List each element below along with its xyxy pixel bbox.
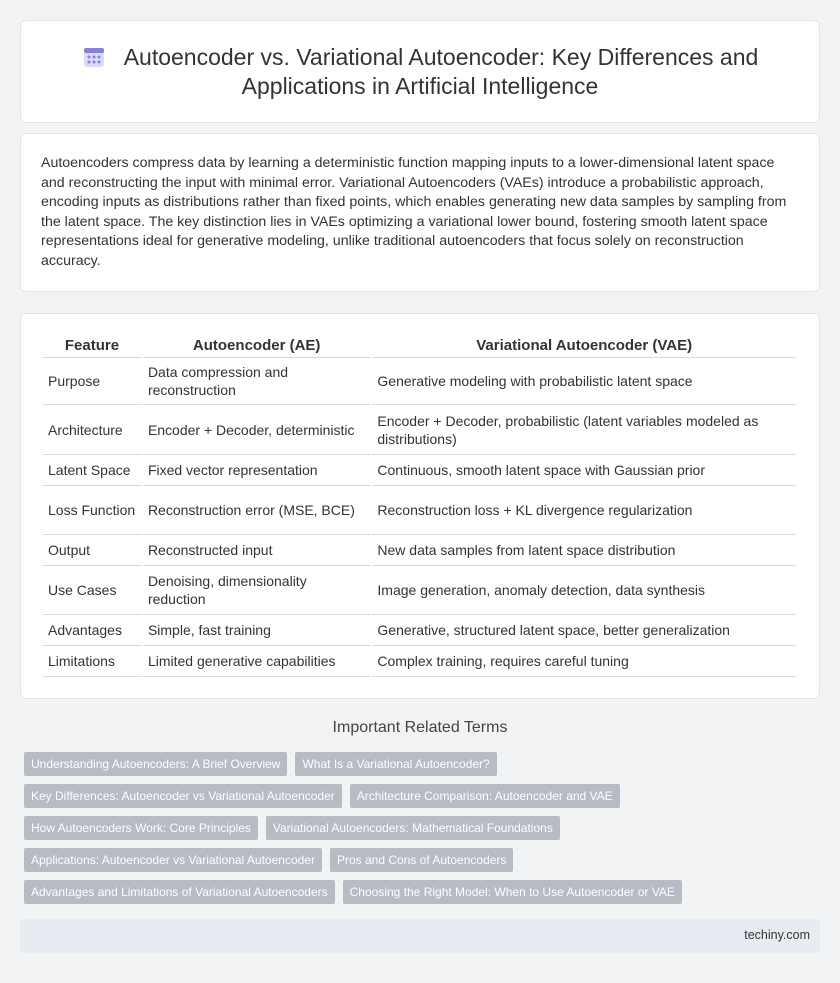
table-row bbox=[43, 486, 796, 535]
row-feature: Use Cases bbox=[43, 566, 141, 615]
row-vae-value: Complex training, requires careful tuning bbox=[372, 646, 796, 677]
header-card bbox=[20, 20, 820, 123]
row-vae-value: New data samples from latent space distribution bbox=[372, 535, 796, 566]
row-ae-value: Fixed vector representation bbox=[143, 455, 370, 486]
row-ae-value: Encoder + Decoder, deterministic bbox=[143, 405, 370, 455]
table-row bbox=[43, 405, 796, 455]
related-tag[interactable]: How Autoencoders Work: Core Principles bbox=[24, 816, 258, 840]
header-feature: Feature bbox=[43, 334, 141, 358]
related-tag[interactable]: Key Differences: Autoencoder vs Variational Autoencoder bbox=[24, 784, 342, 808]
related-tag[interactable]: Understanding Autoencoders: A Brief Overview bbox=[24, 752, 287, 776]
footer-site-link[interactable]: techiny.com bbox=[744, 928, 810, 942]
header-vae: Variational Autoencoder (VAE) bbox=[372, 334, 796, 358]
related-tag[interactable]: Applications: Autoencoder vs Variational Autoencoder bbox=[24, 848, 322, 872]
row-feature: Limitations bbox=[43, 646, 141, 677]
calendar-grid-icon bbox=[82, 45, 106, 69]
row-feature: Loss Function bbox=[43, 486, 141, 535]
related-tag[interactable]: Advantages and Limitations of Variational Autoencoders bbox=[24, 880, 335, 904]
table-row bbox=[43, 358, 796, 405]
intro-paragraph: Autoencoders compress data by learning a deterministic function mapping inputs to a lower-dimensional latent space and reconstructing the input with minimal error. Variational Autoencoders (VAEs) introduce a probabilistic approach, encoding inputs as distributions rather than fixed points, which enables generating new data samples by sampling from the latent space. The key distinction lies in VAEs optimizing a variational lower bound, fostering smooth latent space representations ideal for generative modeling, unlike traditional autoencoders that focus solely on reconstruction accuracy. bbox=[41, 155, 787, 269]
row-feature: Advantages bbox=[43, 615, 141, 646]
row-vae-value: Generative modeling with probabilistic latent space bbox=[372, 358, 796, 405]
row-vae-value: Generative, structured latent space, better generalization bbox=[372, 615, 796, 646]
row-ae-value: Reconstruction error (MSE, BCE) bbox=[143, 486, 370, 535]
tag-row bbox=[24, 816, 816, 840]
row-vae-value: Continuous, smooth latent space with Gaussian prior bbox=[372, 455, 796, 486]
related-tag[interactable]: Pros and Cons of Autoencoders bbox=[330, 848, 513, 872]
row-ae-value: Reconstructed input bbox=[143, 535, 370, 566]
tag-row bbox=[24, 848, 816, 872]
table-row bbox=[43, 455, 796, 486]
row-vae-value: Image generation, anomaly detection, data synthesis bbox=[372, 566, 796, 615]
related-tag[interactable]: What Is a Variational Autoencoder? bbox=[295, 752, 496, 776]
tag-row bbox=[24, 880, 816, 904]
page-title-text: Autoencoder vs. Variational Autoencoder: Key Differences and Applications in Artificial Intelligence bbox=[123, 44, 759, 99]
table-row bbox=[43, 646, 796, 677]
related-tag[interactable]: Choosing the Right Model: When to Use Autoencoder or VAE bbox=[343, 880, 682, 904]
intro-card bbox=[20, 133, 820, 292]
related-tags bbox=[24, 752, 816, 912]
footer bbox=[20, 919, 820, 953]
tag-row bbox=[24, 784, 816, 808]
row-feature: Latent Space bbox=[43, 455, 141, 486]
related-terms-heading: Important Related Terms bbox=[332, 719, 508, 736]
row-feature: Output bbox=[43, 535, 141, 566]
page-title bbox=[21, 43, 819, 101]
header-autoencoder: Autoencoder (AE) bbox=[143, 334, 370, 358]
tag-row bbox=[24, 752, 816, 776]
row-feature: Architecture bbox=[43, 405, 141, 455]
table-row bbox=[43, 535, 796, 566]
row-feature: Purpose bbox=[43, 358, 141, 405]
related-tag[interactable]: Variational Autoencoders: Mathematical Foundations bbox=[266, 816, 560, 840]
table-row bbox=[43, 615, 796, 646]
table-header-row bbox=[43, 334, 796, 358]
comparison-card bbox=[20, 313, 820, 699]
row-ae-value: Denoising, dimensionality reduction bbox=[143, 566, 370, 615]
row-ae-value: Data compression and reconstruction bbox=[143, 358, 370, 405]
table-row bbox=[43, 566, 796, 615]
row-vae-value: Reconstruction loss + KL divergence regularization bbox=[372, 486, 796, 535]
row-ae-value: Simple, fast training bbox=[143, 615, 370, 646]
row-ae-value: Limited generative capabilities bbox=[143, 646, 370, 677]
related-tag[interactable]: Architecture Comparison: Autoencoder and VAE bbox=[350, 784, 620, 808]
comparison-table bbox=[41, 334, 798, 677]
row-vae-value: Encoder + Decoder, probabilistic (latent variables modeled as distributions) bbox=[372, 405, 796, 455]
